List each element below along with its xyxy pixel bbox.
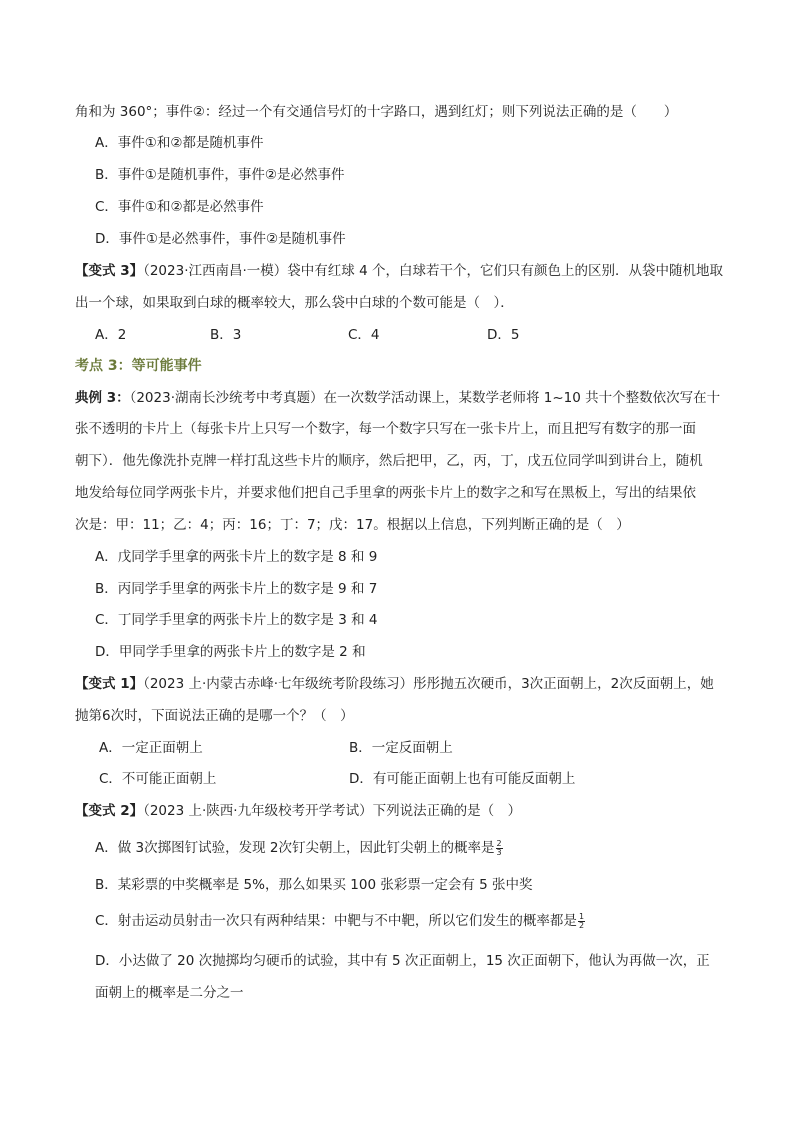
question-continuation: 角和为 360°；事件②：经过一个有交通信号灯的十字路口，遇到红灯；则下列说法正确的是（ ） <box>75 104 678 120</box>
variant-1-option-d: D．有可能正面朝上也有可能反面朝上 <box>349 771 576 787</box>
variant-2-option-b: B．某彩票的中奖概率是 5%，那么如果买 100 张彩票一定会有 5 张中奖 <box>95 877 533 893</box>
variant-2-question <box>75 802 521 820</box>
example-3-option-d: D．甲同学手里拿的两张卡片上的数字是 2 和 <box>95 644 366 660</box>
example-3-option-b: B．丙同学手里拿的两张卡片上的数字是 9 和 7 <box>95 581 378 597</box>
variant-2-option-c <box>95 912 585 930</box>
fraction-numerator: 2 <box>496 838 502 848</box>
fraction-numerator: 1 <box>578 911 585 921</box>
variant-1-option-c: C．不可能正面朝上 <box>99 771 217 787</box>
variant-1-option-a: A．一定正面朝上 <box>99 740 203 756</box>
variant-1-text-cont: 抛第6次时，下面说法正确的是哪一个？（ ） <box>75 708 354 724</box>
variant-3-option-b: B．3 <box>210 327 242 343</box>
variant-3-question <box>75 262 723 280</box>
variant-3-text-cont: 出一个球，如果取到白球的概率较大，那么袋中白球的个数可能是（ ）． <box>75 295 514 311</box>
variant-2-option-d-cont: 面朝上的概率是二分之一 <box>95 985 244 1001</box>
variant-3-tag: 【变式 3】 <box>75 263 144 279</box>
example-3-option-a: A．戊同学手里拿的两张卡片上的数字是 8 和 9 <box>95 549 378 565</box>
variant-1-text: （2023 上·内蒙古赤峰·七年级统考阶段练习）彤彤抛五次硬币，3次正面朝上，2次反面朝上，她 <box>143 676 714 692</box>
example-3-option-c: C．丁同学手里拿的两张卡片上的数字是 3 和 4 <box>95 612 378 628</box>
fraction-denominator: 3 <box>496 847 502 857</box>
variant-2-option-a-text: A．做 3次掷图钉试验，发现 2次钉尖朝上，因此钉尖朝上的概率是 <box>95 840 495 856</box>
option-a: A．事件①和②都是随机事件 <box>95 135 264 151</box>
example-3-text: （2023·湖南长沙统考中考真题）在一次数学活动课上，某数学老师将 1~10 共十个整数依次写在十 <box>129 390 721 406</box>
example-3-line-4: 地发给每位同学两张卡片，并要求他们把自己手里拿的两张卡片上的数字之和写在黑板上，写出的结果依 <box>75 485 696 501</box>
example-3-tag: 典例 3： <box>75 390 130 406</box>
variant-2-text: （2023 上·陕西·九年级校考开学考试）下列说法正确的是（ ） <box>143 803 522 819</box>
fraction-two-thirds <box>496 840 503 857</box>
option-d: D．事件①是必然事件，事件②是随机事件 <box>95 231 346 247</box>
example-3-line-1 <box>75 389 720 407</box>
variant-2-option-a <box>95 839 503 857</box>
variant-3-option-c: C．4 <box>348 327 380 343</box>
variant-3-option-a: A．2 <box>95 327 127 343</box>
variant-1-tag: 【变式 1】 <box>75 676 144 692</box>
variant-1-option-b: B．一定反面朝上 <box>349 740 453 756</box>
variant-2-option-d: D．小达做了 20 次抛掷均匀硬币的试验，其中有 5 次正面朝上，15 次正面朝下，他认为再做一次，正 <box>95 953 710 969</box>
variant-3-option-d: D．5 <box>487 327 520 343</box>
variant-1-question <box>75 675 714 693</box>
option-b: B．事件①是随机事件，事件②是必然事件 <box>95 167 345 183</box>
example-3-line-2: 张不透明的卡片上（每张卡片上只写一个数字，每一个数字只写在一张卡片上，而且把写有数字的那一面 <box>75 421 696 437</box>
variant-3-text: （2023·江西南昌·一模）袋中有红球 4 个，白球若干个，它们只有颜色上的区别．从袋中随机地取 <box>143 263 723 279</box>
section-heading: 考点 3：等可能事件 <box>75 358 202 374</box>
example-3-line-5: 次是：甲：11；乙：4；丙：16；丁：7；戊：17。根据以上信息，下列判断正确的是（ ） <box>75 517 630 533</box>
option-c: C．事件①和②都是必然事件 <box>95 199 264 215</box>
variant-2-tag: 【变式 2】 <box>75 803 144 819</box>
example-3-line-3: 朝下）．他先像洗扑克牌一样打乱这些卡片的顺序，然后把甲，乙，丙，丁，戊五位同学叫到讲台上，随机 <box>75 453 703 469</box>
fraction-denominator: 2 <box>578 920 585 930</box>
fraction-one-half <box>578 913 585 930</box>
variant-2-option-c-text: C．射击运动员射击一次只有两种结果：中靶与不中靶，所以它们发生的概率都是 <box>95 913 577 929</box>
